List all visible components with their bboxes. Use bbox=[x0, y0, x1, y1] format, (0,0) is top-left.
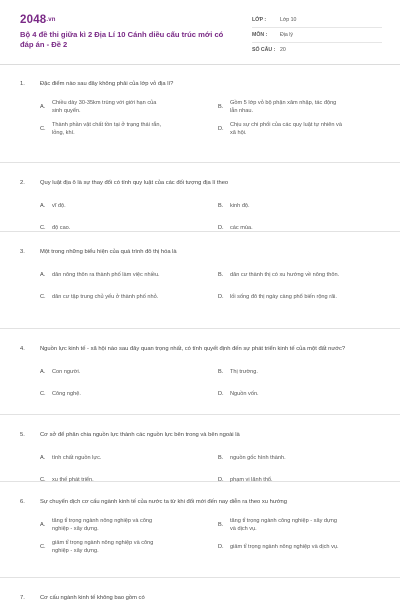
option-letter: C. bbox=[40, 126, 46, 132]
question-item bbox=[0, 163, 400, 232]
meta-row-subject bbox=[252, 28, 382, 43]
option-letter: A. bbox=[40, 455, 46, 461]
answer-option[interactable] bbox=[40, 118, 214, 140]
question-stem bbox=[20, 64, 380, 96]
option-letter: D. bbox=[218, 294, 224, 300]
option-letter: D. bbox=[218, 391, 224, 397]
question-stem bbox=[20, 415, 380, 447]
site-logo[interactable] bbox=[20, 14, 56, 26]
exam-title: Bộ 4 đề thi giữa kì 2 Địa Lí 10 Cánh diều cấu trúc mới có đáp án - Đề 2 bbox=[20, 30, 224, 49]
logo-main: 2048 bbox=[20, 14, 47, 26]
option-text: Nguồn vốn. bbox=[230, 391, 259, 397]
answer-option[interactable] bbox=[218, 469, 392, 491]
option-text: tăng tỉ trọng ngành nông nghiệp và công nghiệp - xây dựng. bbox=[52, 518, 153, 532]
option-letter: C. bbox=[40, 294, 46, 300]
option-text: Công nghệ. bbox=[52, 391, 81, 397]
question-text: Cơ sở để phân chia nguồn lực thành các nguồn lực bên trong và bên ngoài là bbox=[40, 432, 240, 438]
meta-row-question-count bbox=[252, 43, 382, 57]
answer-option[interactable] bbox=[218, 264, 392, 286]
option-letter: A. bbox=[40, 272, 46, 278]
option-text: Gồm 5 lớp vỏ bộ phận xâm nhập, tác động lẫn nhau. bbox=[230, 100, 337, 114]
exam-meta bbox=[252, 13, 382, 57]
answer-option[interactable] bbox=[40, 96, 214, 118]
option-letter: C. bbox=[40, 391, 46, 397]
option-text: các mùa. bbox=[230, 225, 253, 231]
option-text: Chịu sự chi phối của các quy luật tự nhiên và xã hội. bbox=[230, 122, 342, 136]
question-stem bbox=[20, 163, 380, 195]
question-number: 3. bbox=[20, 249, 25, 255]
question-item bbox=[0, 232, 400, 329]
option-letter: A. bbox=[40, 104, 46, 110]
option-text: kinh độ. bbox=[230, 203, 250, 209]
option-text: Con người. bbox=[52, 369, 81, 375]
option-text: dân nông thôn ra thành phố làm việc nhiều. bbox=[52, 272, 160, 278]
option-text: phạm vi lãnh thổ. bbox=[230, 477, 273, 483]
question-item bbox=[0, 482, 400, 578]
question-number: 5. bbox=[20, 432, 25, 438]
answer-options bbox=[20, 514, 380, 558]
question-text: Nguồn lực kinh tế - xã hội nào sau đây quan trọng nhất, có tính quyết định đến sự phát triển kinh tế của một đất nước? bbox=[40, 346, 346, 352]
option-letter: B. bbox=[218, 369, 224, 375]
option-text: nguồn gốc hình thành. bbox=[230, 455, 286, 461]
answer-option[interactable] bbox=[218, 195, 392, 217]
answer-option[interactable] bbox=[40, 447, 214, 469]
option-text: lối sống đô thị ngày càng phổ biến rộng rãi. bbox=[230, 294, 337, 300]
question-text: Một trong những biểu hiện của quá trình đô thị hóa là bbox=[40, 249, 177, 255]
option-letter: C. bbox=[40, 225, 46, 231]
question-item bbox=[0, 329, 400, 415]
option-text: dân cư thành thị có xu hướng về nông thôn. bbox=[230, 272, 340, 278]
question-text: Quy luật địa ô là sự thay đổi có tính quy luật của các đối tượng địa lí theo bbox=[40, 180, 229, 186]
answer-option[interactable] bbox=[218, 286, 392, 308]
answer-options bbox=[20, 195, 380, 239]
meta-row-class bbox=[252, 13, 382, 28]
answer-option[interactable] bbox=[40, 286, 214, 308]
option-text: dân cư tập trung chủ yếu ở thành phố nhỏ. bbox=[52, 294, 159, 300]
option-text: Chiều dày 30-35km trùng với giới hạn của sinh quyển. bbox=[52, 100, 157, 114]
question-number: 1. bbox=[20, 81, 25, 87]
answer-option[interactable] bbox=[218, 118, 392, 140]
answer-options bbox=[20, 361, 380, 405]
answer-option[interactable] bbox=[40, 514, 214, 536]
option-letter: D. bbox=[218, 126, 224, 132]
option-letter: B. bbox=[218, 455, 224, 461]
answer-option[interactable] bbox=[218, 536, 392, 558]
question-item bbox=[0, 578, 400, 608]
option-letter: D. bbox=[218, 544, 224, 550]
option-letter: B. bbox=[218, 203, 224, 209]
meta-label: LỚP : bbox=[252, 17, 267, 23]
answer-option[interactable] bbox=[218, 447, 392, 469]
meta-value: 20 bbox=[280, 47, 286, 53]
option-letter: B. bbox=[218, 104, 224, 110]
question-stem bbox=[20, 329, 380, 361]
option-letter: D. bbox=[218, 477, 224, 483]
option-text: độ cao. bbox=[52, 225, 71, 231]
option-text: Thành phần vật chất tồn tại ở trạng thái rắn, lỏng, khí. bbox=[52, 122, 162, 136]
answer-option[interactable] bbox=[40, 264, 214, 286]
option-letter: D. bbox=[218, 225, 224, 231]
question-text: Cơ cấu ngành kinh tế không bao gồm có bbox=[40, 595, 145, 601]
answer-option[interactable] bbox=[218, 514, 392, 536]
answer-option[interactable] bbox=[40, 217, 214, 239]
question-number: 7. bbox=[20, 595, 25, 601]
option-text: giảm tỉ trọng ngành nông nghiệp và công nghiệp - xây dựng. bbox=[52, 540, 154, 554]
answer-options bbox=[20, 447, 380, 491]
meta-value: Địa lý bbox=[280, 32, 293, 38]
option-letter: A. bbox=[40, 522, 46, 528]
answer-options bbox=[20, 264, 380, 308]
answer-options bbox=[20, 96, 380, 140]
option-text: tăng tỉ trọng ngành công nghiệp - xây dựng và dịch vụ. bbox=[230, 518, 337, 532]
option-letter: A. bbox=[40, 203, 46, 209]
question-text: Đặc điểm nào sau đây không phải của lớp vỏ địa lí? bbox=[40, 81, 174, 87]
question-stem bbox=[20, 578, 380, 610]
meta-label: SỐ CÂU : bbox=[252, 47, 276, 53]
meta-label: MÔN : bbox=[252, 32, 268, 38]
meta-value: Lớp 10 bbox=[280, 17, 297, 23]
answer-option[interactable] bbox=[218, 383, 392, 405]
answer-option[interactable] bbox=[40, 536, 214, 558]
page-header bbox=[0, 0, 400, 65]
option-letter: A. bbox=[40, 369, 46, 375]
option-text: giảm tỉ trọng ngành nông nghiệp và dịch vụ. bbox=[230, 544, 339, 550]
question-item bbox=[0, 415, 400, 482]
answer-option[interactable] bbox=[40, 361, 214, 383]
answer-option[interactable] bbox=[40, 469, 214, 491]
answer-option[interactable] bbox=[218, 96, 392, 118]
option-letter: B. bbox=[218, 272, 224, 278]
option-letter: B. bbox=[218, 522, 224, 528]
option-text: vĩ độ. bbox=[52, 203, 66, 209]
question-number: 2. bbox=[20, 180, 25, 186]
option-text: xu thế phát triển. bbox=[52, 477, 94, 483]
option-text: Thị trường. bbox=[230, 369, 258, 375]
option-letter: C. bbox=[40, 477, 46, 483]
question-list bbox=[0, 64, 400, 608]
option-text: tính chất nguồn lực. bbox=[52, 455, 102, 461]
question-number: 6. bbox=[20, 499, 25, 505]
answer-option[interactable] bbox=[40, 195, 214, 217]
answer-option[interactable] bbox=[40, 383, 214, 405]
answer-option[interactable] bbox=[218, 361, 392, 383]
question-number: 4. bbox=[20, 346, 25, 352]
answer-option[interactable] bbox=[218, 217, 392, 239]
option-letter: C. bbox=[40, 544, 46, 550]
question-item bbox=[0, 64, 400, 163]
logo-sub: .vn bbox=[46, 16, 56, 23]
question-text: Sự chuyển dịch cơ cấu ngành kinh tế của nước ta từ khi đổi mới đến nay diễn ra theo xu hướng bbox=[40, 499, 287, 505]
